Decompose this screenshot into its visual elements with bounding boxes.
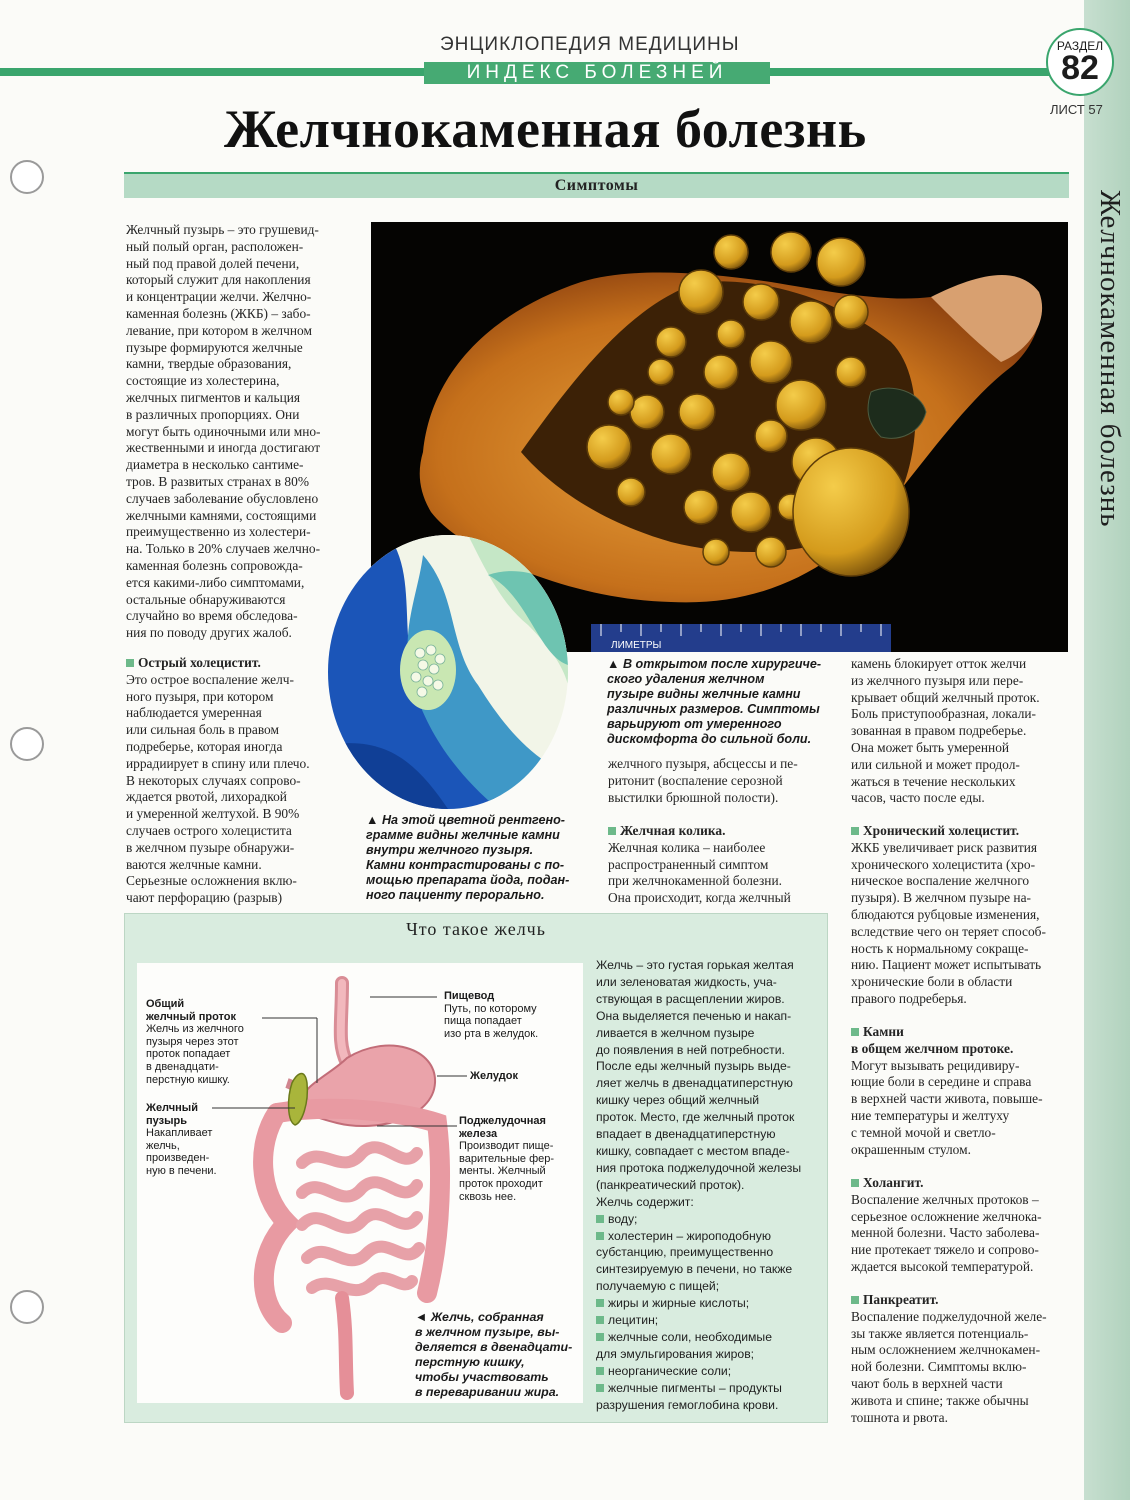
- intro-text: [126, 222, 356, 642]
- text-line: ной болезни. Симптомы вклю-: [851, 1359, 1027, 1375]
- text-line: Путь, по которому: [444, 1002, 537, 1015]
- text-line: зы также является потенциаль-: [851, 1325, 1029, 1341]
- text-line: крывает общий желчный проток.: [851, 689, 1040, 705]
- text-line: Желчь – это густая горькая желтая: [596, 958, 794, 972]
- text-line: иррадиирует в спину или плечо.: [126, 755, 310, 771]
- text-line: ◄ Желчь, собранная: [415, 1310, 544, 1324]
- text-line: который служит для накопления: [126, 272, 311, 288]
- text-line: желчь,: [146, 1139, 180, 1152]
- text-line: ющие боли в середине и справа: [851, 1074, 1032, 1090]
- text-line: Желчная колика – наиболее: [608, 839, 766, 855]
- text-line: блюдаются рубцовые изменения,: [851, 906, 1040, 922]
- text-line: перстную кишку.: [146, 1073, 230, 1086]
- duct-text: [851, 1058, 1076, 1159]
- text-line: зованная в правом подреберье.: [851, 723, 1027, 739]
- text-line: пузыря через этот: [146, 1035, 239, 1048]
- text-line: тошнота и рвота.: [851, 1409, 948, 1425]
- text-line: кишку, совпадает с местом впаде-: [596, 1143, 790, 1158]
- text-line: Могут вызывать рецидивиру-: [851, 1057, 1020, 1073]
- text-line: пузыре формируются желчные: [126, 339, 303, 355]
- text-line: жаться в течение нескольких: [851, 773, 1016, 789]
- text-line: Желчный пузырь – это грушевид-: [126, 222, 319, 237]
- text-line: ливается в желчном пузыре: [596, 1025, 755, 1040]
- text-line: впадает в двенадцатиперстную: [596, 1127, 776, 1142]
- text-line: Желудок: [470, 1070, 518, 1082]
- text-line: Общий: [146, 998, 185, 1010]
- label-pancreas-desc: [459, 1140, 574, 1203]
- text-line: Желчь содержит:: [596, 1194, 694, 1209]
- bullet-square-icon: [851, 1179, 859, 1187]
- text-line: (панкреатический проток).: [596, 1177, 745, 1192]
- pancreatitis-section: [851, 1292, 1076, 1426]
- text-line: Поджелудочная: [459, 1115, 546, 1127]
- text-line: остальные обнаруживаются: [126, 591, 286, 607]
- text-line: Воспаление поджелудочной желе-: [851, 1308, 1047, 1324]
- mid-continuation: [608, 756, 838, 806]
- text-line: жественными и иногда достигают: [126, 440, 321, 456]
- label-gallbladder: [146, 1102, 246, 1178]
- text-line: ный под правой долей печени,: [126, 255, 300, 271]
- text-line: ляет желчь в двенадцатиперстную: [596, 1076, 793, 1091]
- bullet-square-icon: [596, 1232, 604, 1240]
- text-line: Это острое воспаление желч-: [126, 671, 294, 687]
- text-line: грамме видны желчные камни: [366, 828, 560, 842]
- photo-caption: [607, 657, 839, 747]
- chronic-heading: Хронический холецистит.: [851, 823, 1076, 840]
- bile-content-line: субстанцию, преимущественно: [596, 1245, 774, 1260]
- text-line: хронического холецистита (хро-: [851, 856, 1036, 872]
- text-line: часов, часто после еды.: [851, 790, 985, 806]
- text-line: в желчном пузыре, вы-: [415, 1325, 560, 1339]
- label-esophagus-desc: [444, 1003, 569, 1041]
- section-bar-label: Симптомы: [554, 177, 639, 194]
- text-line: желчными камнями, состоящими: [126, 507, 317, 523]
- label-common-duct-title: [146, 998, 266, 1023]
- text-line: ритонит (воспаление серозной: [608, 772, 783, 788]
- label-stomach: [470, 1070, 570, 1083]
- text-line: Пищевод: [444, 990, 495, 1002]
- bile-box-title: Что такое желчь: [406, 919, 546, 939]
- text-line: желчных пигментов и кальция: [126, 389, 301, 405]
- bile-contents-list: [596, 1211, 818, 1414]
- text-line: ваются желчные камни.: [126, 856, 262, 872]
- text-line: Желчный: [146, 1102, 198, 1114]
- bullet-square-icon: [596, 1299, 604, 1307]
- text-line: случаев заболевание обусловлено: [126, 490, 319, 506]
- text-line: чают перфорацию (разрыв): [126, 890, 283, 906]
- text-line: мощью препарата йода, подан-: [366, 873, 570, 887]
- text-line: случаев острого холецистита: [126, 822, 292, 838]
- label-pancreas-title: [459, 1115, 574, 1140]
- acute-heading: Острый холецистит.: [126, 655, 341, 672]
- label-common-duct-desc: [146, 1023, 266, 1086]
- text-line: при желчнокаменной болезни.: [608, 873, 782, 889]
- bile-content-item: холестерин – жироподобную: [596, 1228, 818, 1245]
- text-line: в верхней части живота, повыше-: [851, 1091, 1043, 1107]
- text-line: менной болезни. Часто заболева-: [851, 1225, 1040, 1241]
- text-line: случайно во время обследова-: [126, 608, 298, 624]
- bullet-square-icon: [596, 1384, 604, 1392]
- text-line: Желчь из желчного: [146, 1023, 244, 1036]
- text-line: в переваривании жира.: [415, 1385, 560, 1399]
- text-line: ного пациенту перорально.: [366, 888, 545, 902]
- colic-heading: Желчная колика.: [608, 823, 838, 840]
- text-line: менты. Желчный: [459, 1165, 546, 1178]
- text-line: ным осложнением желчнокамен-: [851, 1342, 1041, 1358]
- text-line: Накапливает: [146, 1127, 213, 1140]
- text-line: желчный проток: [146, 1010, 237, 1023]
- text-line: каменная болезнь (ЖКБ) – забо-: [126, 305, 311, 321]
- bullet-square-icon: [596, 1316, 604, 1324]
- pancreatitis-heading: Панкреатит.: [851, 1292, 1076, 1309]
- page-title: Желчнокаменная болезнь: [224, 99, 867, 159]
- bullet-square-icon: [126, 659, 134, 667]
- text-line: варьируют от умеренного: [607, 717, 782, 731]
- bullet-square-icon: [851, 827, 859, 835]
- right-continuation: [851, 656, 1076, 807]
- text-line: нию. Пациент может испытывать: [851, 957, 1042, 973]
- text-line: в желчном пузыре обнаружи-: [126, 839, 295, 855]
- text-line: хронические боли в области: [851, 974, 1013, 990]
- chronic-text: [851, 840, 1076, 1008]
- label-gallbladder-title: [146, 1102, 246, 1127]
- text-line: или сильная боль в правом: [126, 722, 279, 738]
- text-line: или зеленоватая жидкость, уча-: [596, 974, 777, 989]
- text-line: на. Только в 20% случаев желчно-: [126, 541, 321, 557]
- text-line: вследствие чего он теряет способ-: [851, 923, 1046, 939]
- bullet-square-icon: [608, 827, 616, 835]
- duct-section: [851, 1024, 1076, 1158]
- text-line: левание, при котором в желчном: [126, 322, 312, 338]
- text-line: серьезное осложнение желчнока-: [851, 1208, 1042, 1224]
- pancreatitis-text: [851, 1309, 1076, 1427]
- bullet-square-icon: [851, 1296, 859, 1304]
- text-line: с темной мочой и светло-: [851, 1124, 996, 1140]
- text-line: кишку через общий желчный: [596, 1093, 760, 1108]
- label-stomach-title: [470, 1070, 570, 1083]
- label-common-duct: [146, 998, 266, 1086]
- text-line: тров. В развитых странах в 80%: [126, 473, 309, 489]
- text-line: ждается рвотой, лихорадкой: [126, 789, 287, 805]
- xray-caption: [366, 813, 586, 903]
- text-line: перстную кишку,: [415, 1355, 525, 1369]
- section-number: 82: [1061, 49, 1099, 87]
- text-line: Она выделяется печенью и накап-: [596, 1008, 792, 1023]
- bile-text: [596, 957, 818, 1413]
- bullet-square-icon: [596, 1367, 604, 1375]
- text-line: ния по поводу других жалоб.: [126, 625, 292, 641]
- punch-hole-top: [10, 160, 44, 194]
- text-line: Камни контрастированы с по-: [366, 858, 565, 872]
- text-line: пузыря). В желчном пузыре на-: [851, 890, 1032, 906]
- text-line: ния протока поджелудочной железы: [596, 1160, 802, 1175]
- section-label: РАЗДЕЛ: [1056, 39, 1104, 53]
- text-line: ского удаления желчном: [607, 672, 765, 686]
- duct-heading-2: в общем желчном протоке.: [851, 1040, 1014, 1056]
- diagram-caption: [415, 1310, 585, 1400]
- text-line: в различных пропорциях. Они: [126, 406, 300, 422]
- text-line: ▲ На этой цветной рентгено-: [366, 813, 565, 827]
- bile-content-item: жиры и жирные кислоты;: [596, 1295, 818, 1312]
- text-line: или сильной и может продол-: [851, 756, 1020, 772]
- text-line: пузыре видны желчные камни: [607, 687, 801, 701]
- bile-content-line: разрушения гемоглобина крови.: [596, 1397, 779, 1412]
- text-line: В некоторых случаях сопрово-: [126, 772, 301, 788]
- label-esophagus-title: [444, 990, 569, 1003]
- text-line: каменная болезнь сопровожда-: [126, 557, 303, 573]
- bile-content-line: получаемую с пищей;: [596, 1279, 720, 1294]
- bullet-square-icon: [596, 1215, 604, 1223]
- punch-hole-bottom: [10, 1290, 44, 1324]
- text-line: пища попадает: [444, 1015, 522, 1028]
- text-line: ную в печени.: [146, 1164, 217, 1177]
- bile-content-item: лецитин;: [596, 1312, 818, 1329]
- bile-description: [596, 957, 818, 1211]
- text-line: из желчного пузыря или пере-: [851, 672, 1024, 688]
- text-line: проток проходит: [459, 1177, 543, 1190]
- colic-section: [608, 823, 838, 907]
- text-line: внутри желчного пузыря.: [366, 843, 534, 857]
- text-line: диаметра в несколько сантиме-: [126, 457, 304, 473]
- text-line: Она происходит, когда желчный: [608, 890, 791, 906]
- bile-content-line: синтезируемую в печени, но также: [596, 1262, 793, 1277]
- text-line: наблюдается умеренная: [126, 705, 262, 721]
- punch-hole-middle: [10, 727, 44, 761]
- ruler-label: ЛИМЕТРЫ: [611, 640, 662, 651]
- text-line: и концентрации желчи. Желчно-: [126, 289, 312, 305]
- bile-content-item: неорганические соли;: [596, 1363, 818, 1380]
- side-title: Желчнокаменная болезнь: [1094, 190, 1126, 528]
- label-gallbladder-desc: [146, 1127, 246, 1177]
- text-line: произведен-: [146, 1152, 210, 1165]
- bullet-square-icon: [596, 1333, 604, 1341]
- text-line: Боль приступообразная, локали-: [851, 706, 1036, 722]
- text-line: железа: [459, 1127, 498, 1140]
- text-line: ние протекает тяжело и сопрово-: [851, 1242, 1039, 1258]
- text-line: Производит пище-: [459, 1140, 554, 1153]
- bile-content-line: для эмульгирования жиров;: [596, 1346, 755, 1361]
- text-line: различных размеров. Симптомы: [607, 702, 820, 716]
- text-line: Серьезные осложнения вклю-: [126, 873, 297, 889]
- text-line: до появления в ней потребности.: [596, 1042, 785, 1057]
- text-line: ЖКБ увеличивает риск развития: [851, 839, 1038, 855]
- text-line: камни, твердые образования,: [126, 356, 292, 372]
- text-line: окрашенным стулом.: [851, 1141, 971, 1157]
- acute-text: [126, 672, 341, 907]
- acute-section: [126, 655, 341, 907]
- text-line: ный полый орган, расположен-: [126, 238, 304, 254]
- index-band: ИНДЕКС БОЛЕЗНЕЙ: [424, 62, 770, 84]
- text-line: ствующая в расщеплении жиров.: [596, 991, 785, 1006]
- text-line: дискомфорта до сильной боли.: [607, 732, 812, 746]
- text-line: деляется в двенадцати-: [415, 1340, 573, 1354]
- text-line: ждается высокой температурой.: [851, 1258, 1034, 1274]
- section-badge: [1046, 28, 1114, 96]
- text-line: Она может быть умеренной: [851, 739, 1010, 755]
- text-line: сквозь нее.: [459, 1190, 517, 1203]
- xray-image: [328, 535, 568, 809]
- text-line: подреберье, которая иногда: [126, 738, 283, 754]
- text-line: проток. Место, где желчный проток: [596, 1110, 795, 1125]
- text-line: ▲ В открытом после хирургиче-: [607, 657, 822, 671]
- encyclopedia-label: ЭНЦИКЛОПЕДИЯ МЕДИЦИНЫ: [440, 34, 740, 55]
- text-line: желчного пузыря, абсцессы и пе-: [608, 756, 798, 771]
- text-line: выстилки брюшной полости).: [608, 789, 779, 805]
- bile-content-item: воду;: [596, 1211, 818, 1228]
- text-line: варительные фер-: [459, 1152, 555, 1165]
- bullet-square-icon: [851, 1028, 859, 1036]
- label-esophagus: [444, 990, 569, 1040]
- text-line: Воспаление желчных протоков –: [851, 1191, 1039, 1207]
- text-line: правого подреберья.: [851, 990, 967, 1006]
- text-line: После еды желчный пузырь выде-: [596, 1059, 791, 1074]
- text-line: камень блокирует отток желчи: [851, 656, 1027, 671]
- text-line: преимущественно из холестери-: [126, 524, 311, 540]
- colic-text: [608, 840, 838, 907]
- text-line: чтобы участвовать: [415, 1370, 549, 1384]
- text-line: ность к нормальному сокраще-: [851, 940, 1029, 956]
- bile-content-item: желчные соли, необходимые: [596, 1329, 818, 1346]
- cholangitis-section: [851, 1175, 1076, 1276]
- cholangitis-heading: Холангит.: [851, 1175, 1076, 1192]
- text-line: ного пузыря, при котором: [126, 688, 274, 704]
- text-line: изо рта в желудок.: [444, 1027, 539, 1040]
- label-pancreas: [459, 1115, 574, 1203]
- text-line: ется какими-либо симптомами,: [126, 574, 305, 590]
- cholangitis-text: [851, 1192, 1076, 1276]
- section-bar: [124, 172, 1069, 198]
- text-line: чают боль в верхней части: [851, 1375, 1003, 1391]
- text-line: живота и спине; также обычны: [851, 1392, 1029, 1408]
- text-line: состоящие из холестерина,: [126, 373, 280, 389]
- bile-content-item: желчные пигменты – продукты: [596, 1380, 818, 1397]
- text-line: ническое воспаление желчного: [851, 873, 1030, 889]
- xray-illustration: [328, 535, 568, 809]
- text-line: в двенадцати-: [146, 1060, 219, 1073]
- text-line: проток попадает: [146, 1048, 231, 1061]
- text-line: и умеренной желтухой. В 90%: [126, 806, 300, 822]
- text-line: могут быть одиночными или мно-: [126, 423, 321, 439]
- text-line: пузырь: [146, 1114, 187, 1127]
- text-line: распространенный симптом: [608, 856, 769, 872]
- text-line: ние температуры и желтуху: [851, 1107, 1010, 1123]
- sheet-number: ЛИСТ 57: [1050, 102, 1103, 117]
- duct-heading: Камни: [851, 1024, 1076, 1041]
- chronic-section: [851, 823, 1076, 1008]
